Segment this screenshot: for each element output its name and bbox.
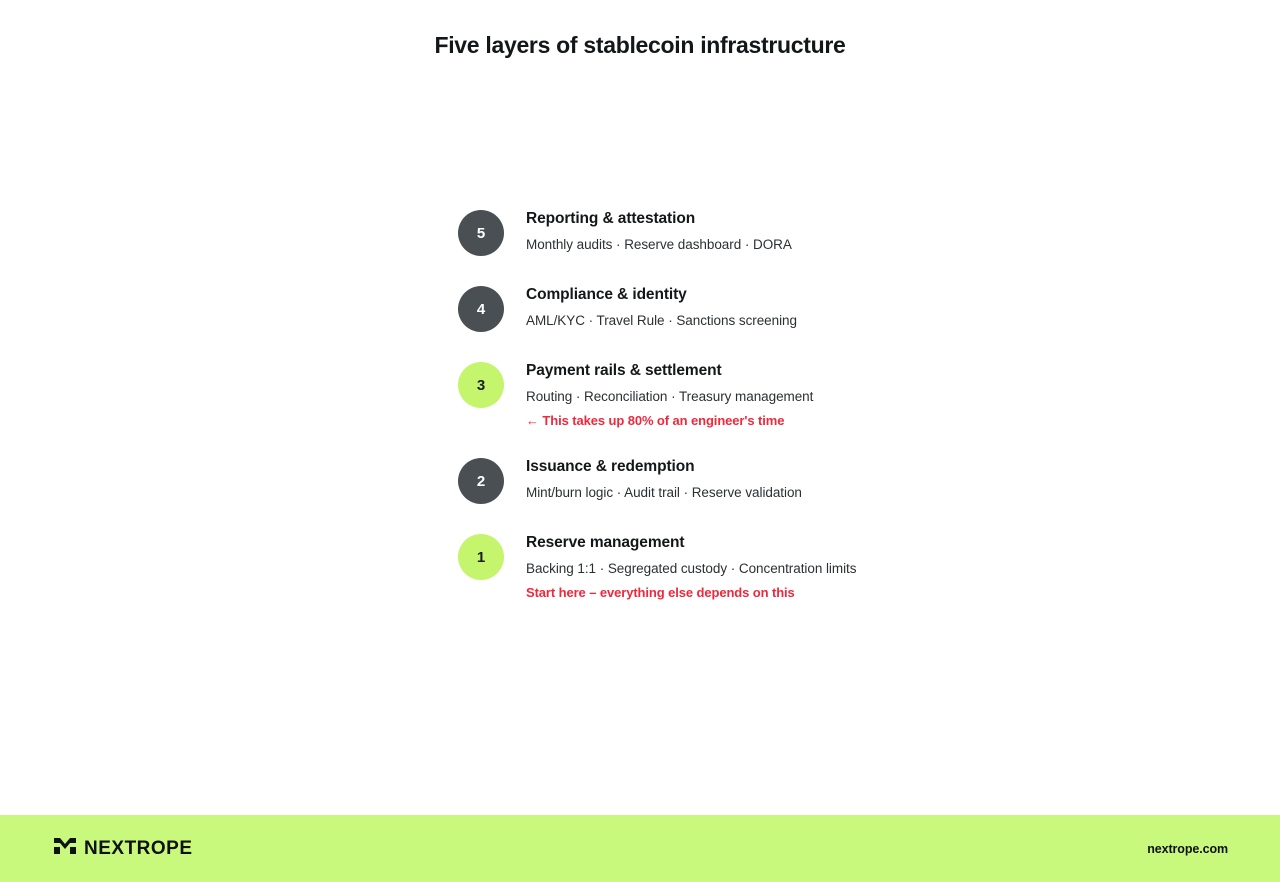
layer-title-2: Issuance & redemption [526,458,695,475]
layer-stack [458,208,1078,616]
layer-text-3 [526,360,813,428]
layer-title-1: Reserve management [526,534,685,551]
layer-title-3: Payment rails & settlement [526,362,722,379]
layer-subtitle-1: Backing 1:1 · Segregated custody · Concentration limits [526,561,857,576]
layer-badge-5: 5 [458,210,504,256]
layer-badge-4: 4 [458,286,504,332]
layer-note-3: ← This takes up 80% of an engineer's time [526,413,785,428]
layer-item-3 [458,360,1078,428]
layer-subtitle-5: Monthly audits · Reserve dashboard · DORA [526,237,792,252]
layer-title-4: Compliance & identity [526,286,687,303]
layer-badge-2: 2 [458,458,504,504]
layer-subtitle-4: AML/KYC · Travel Rule · Sanctions screening [526,313,797,328]
layer-item-2 [458,456,1078,504]
layer-text-2 [526,456,802,500]
layer-subtitle-3: Routing · Reconciliation · Treasury management [526,389,814,404]
brand-name: NEXTROPE [84,837,193,859]
nextrope-mark-icon [52,835,78,862]
layer-badge-1: 1 [458,534,504,580]
layer-subtitle-2: Mint/burn logic · Audit trail · Reserve validation [526,485,802,500]
brand-logo [52,835,193,862]
footer-url: nextrope.com [1147,841,1228,856]
layer-note-1: Start here – everything else depends on this [526,585,795,600]
layer-item-1 [458,532,1078,600]
layer-text-4 [526,284,797,328]
page-title: Five layers of stablecoin infrastructure [434,32,846,58]
layer-text-1 [526,532,856,600]
layer-item-4 [458,284,1078,332]
layer-title-5: Reporting & attestation [526,210,696,227]
footer-bar [0,815,1280,882]
layer-item-5 [458,208,1078,256]
layer-badge-3: 3 [458,362,504,408]
layer-text-5 [526,208,792,252]
